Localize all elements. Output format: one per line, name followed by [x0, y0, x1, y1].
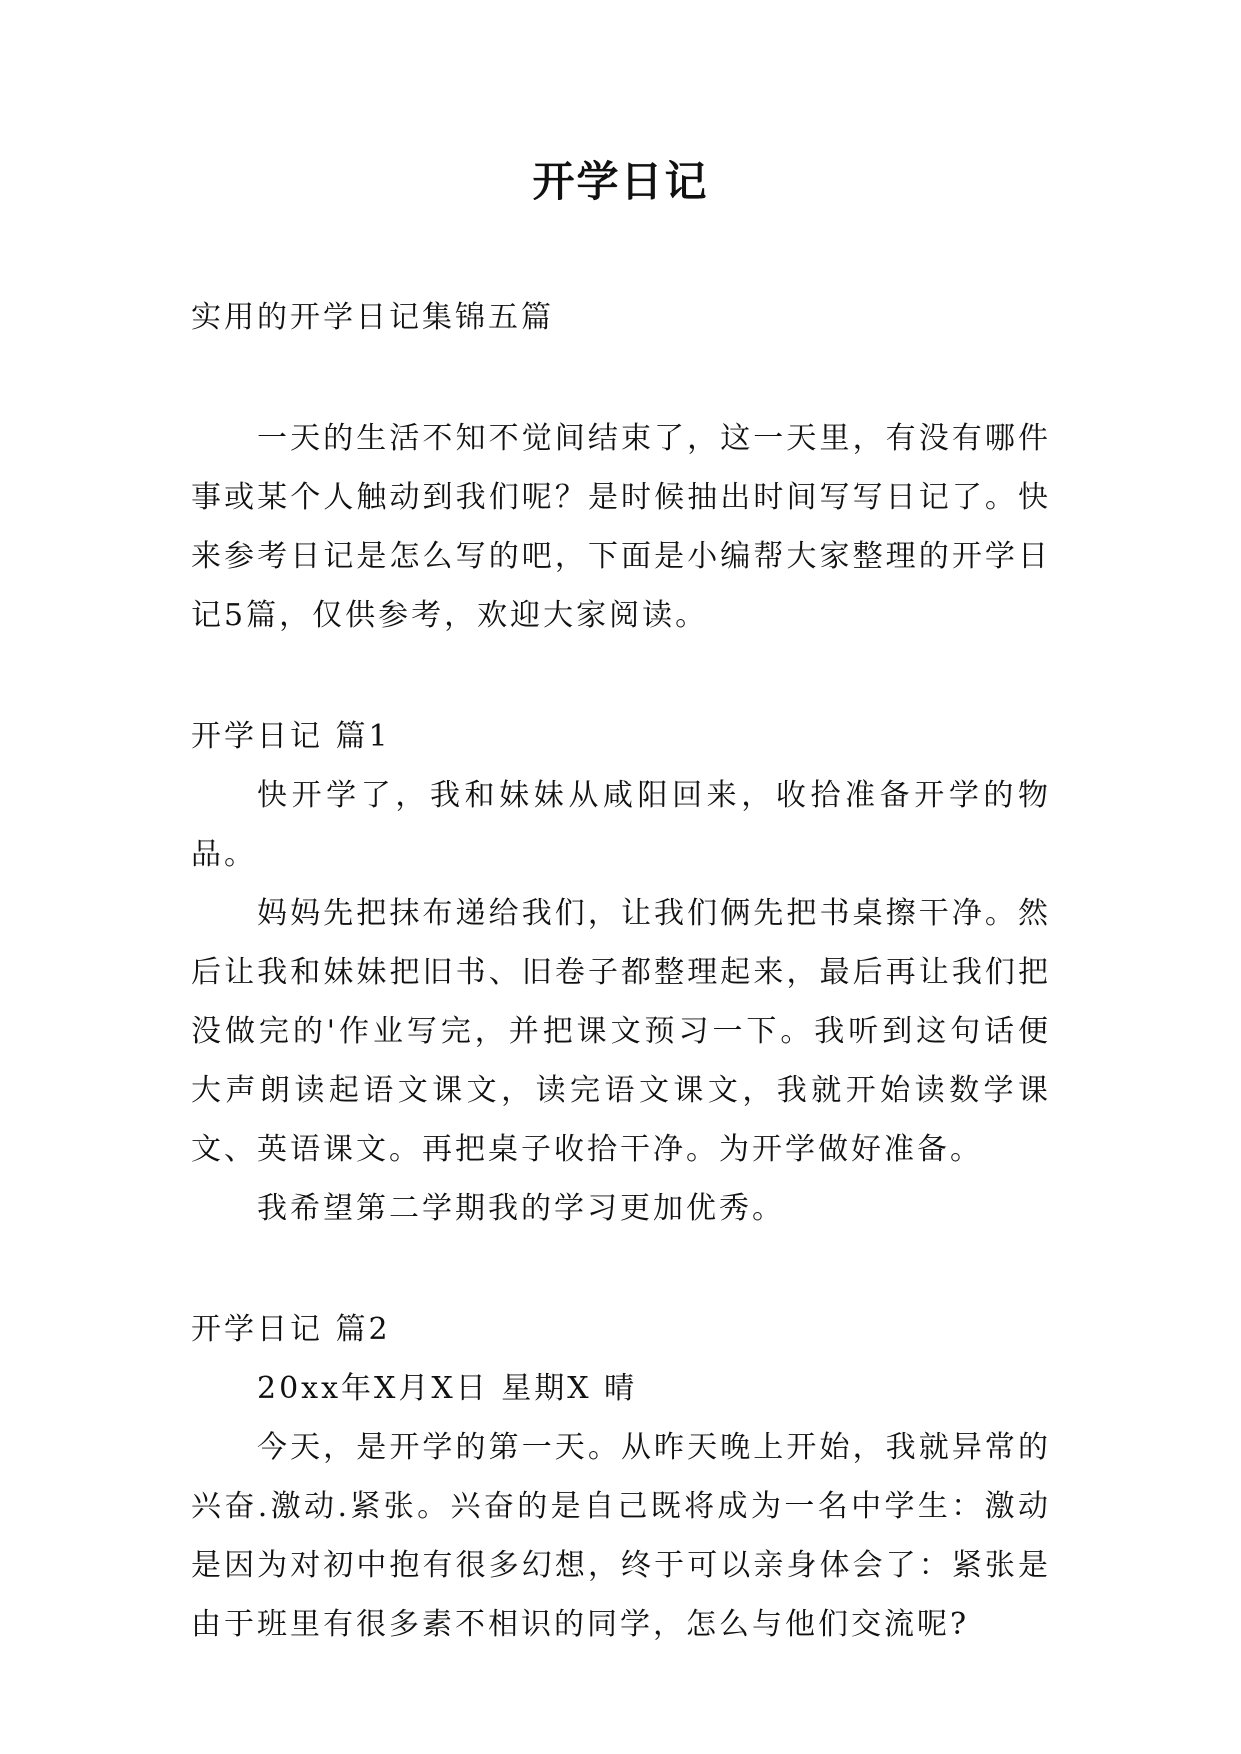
section-1-paragraph-2: 妈妈先把抹布递给我们，让我们俩先把书桌擦干净。然后让我和妹妹把旧书、旧卷子都整理起来，最后再让我们把没做完的'作业写完，并把课文预习一下。我听到这句话便大声朗读起语文课文，读完语文课文，我就开始读数学课文、英语课文。再把桌子收拾干净。为开学做好准备。: [191, 896, 1051, 1167]
page-title: 开学日记: [532, 157, 709, 206]
section-1-paragraph-1: 快开学了，我和妹妹从咸阳回来，收拾准备开学的物品。: [191, 778, 1051, 872]
section-1-paragraph-3: 我希望第二学期我的学习更加优秀。: [257, 1191, 785, 1226]
document-body: [191, 288, 1051, 1654]
section-heading-1: 开学日记 篇1: [191, 719, 391, 754]
section-2-paragraph-1: 今天，是开学的第一天。从昨天晚上开始，我就异常的兴奋.激动.紧张。兴奋的是自己既将成为一名中学生：激动是因为对初中抱有很多幻想，终于可以亲身体会了：紧张是由于班里有很多素不相识的同学，怎么与他们交流呢?: [191, 1430, 1051, 1642]
section-2-date-line: 20xx年X月X日 星期X 晴: [257, 1371, 638, 1406]
document-subtitle: 实用的开学日记集锦五篇: [191, 300, 554, 335]
intro-paragraph: 一天的生活不知不觉间结束了，这一天里，有没有哪件事或某个人触动到我们呢？是时候抽出时间写写日记了。快来参考日记是怎么写的吧，下面是小编帮大家整理的开学日记5篇，仅供参考，欢迎大家阅读。: [191, 421, 1051, 633]
section-heading-2: 开学日记 篇2: [191, 1312, 391, 1347]
